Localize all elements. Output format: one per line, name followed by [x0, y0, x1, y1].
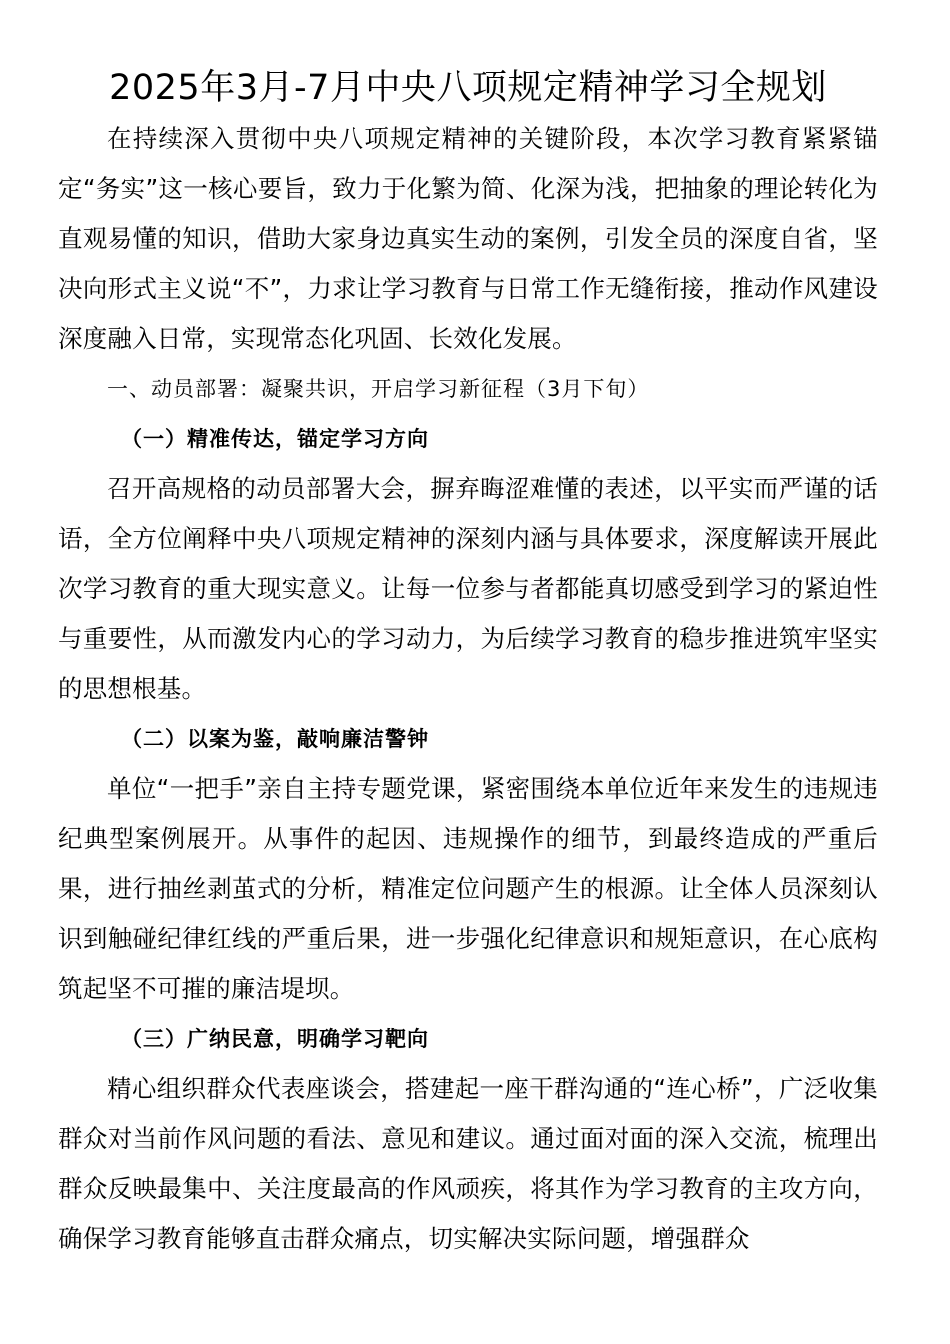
subsection-2-paragraph: 单位“一把手”亲自主持专题党课，紧密围绕本单位近年来发生的违规违纪典型案例展开。从事件的起因、违规操作的细节，到最终造成的严重后果，进行抽丝剥茧式的分析，精准定位问题产生的根源。让全体人员深刻认识到触碰纪律红线的严重后果，进一步强化纪律意识和规矩意识，在心底构筑起坚不可摧的廉洁堤坝。 — [58, 774, 878, 1003]
subsection-3-heading: （三）广纳民意，明确学习靶向 — [121, 1027, 429, 1051]
subsection-1-paragraph: 召开高规格的动员部署大会，摒弃晦涩难懂的表述，以平实而严谨的话语，全方位阐释中央八项规定精神的深刻内涵与具体要求，深度解读开展此次学习教育的重大现实意义。让每一位参与者都能真切感受到学习的紧迫性与重要性，从而激发内心的学习动力，为后续学习教育的稳步推进筑牢坚实的思想根基。 — [58, 474, 878, 703]
section-1-heading: 一、动员部署：凝聚共识，开启学习新征程（3月下旬） — [107, 377, 650, 401]
document-page — [58, 62, 878, 1264]
document-title: 2025年3月-7月中央八项规定精神学习全规划 — [109, 68, 827, 108]
subsection-3-paragraph: 精心组织群众代表座谈会，搭建起一座干群沟通的“连心桥”，广泛收集群众对当前作风问题的看法、意见和建议。通过面对面的深入交流，梳理出群众反映最集中、关注度最高的作风顽疾，将其作为学习教育的主攻方向，确保学习教育能够直击群众痛点，切实解决实际问题，增强群众 — [58, 1074, 878, 1253]
subsection-2-heading: （二）以案为鉴，敲响廉洁警钟 — [121, 727, 429, 751]
intro-paragraph: 在持续深入贯彻中央八项规定精神的关键阶段，本次学习教育紧紧锚定“务实”这一核心要旨，致力于化繁为简、化深为浅，把抽象的理论转化为直观易懂的知识，借助大家身边真实生动的案例，引发全员的深度自省，坚决向形式主义说“不”，力求让学习教育与日常工作无缝衔接，推动作风建设深度融入日常，实现常态化巩固、长效化发展。 — [58, 124, 878, 353]
subsection-1-heading: （一）精准传达，锚定学习方向 — [121, 427, 429, 451]
